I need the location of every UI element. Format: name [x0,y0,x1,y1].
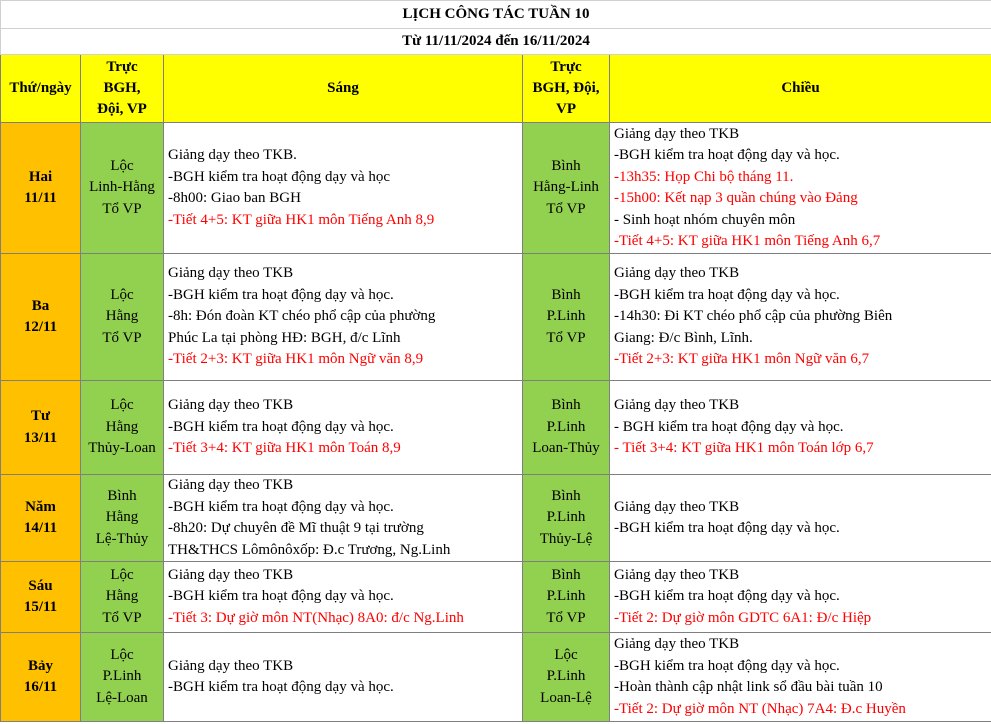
duty-afternoon-cell [523,123,610,254]
task-line: - Sinh hoạt nhóm chuyên môn [614,211,796,228]
task-line: -BGH kiểm tra hoạt động dạy và học. [168,418,394,435]
task-line: -Tiết 4+5: KT giữa HK1 môn Tiếng Anh 6,7 [614,233,881,249]
duty-name: Lộc [110,646,134,663]
duty-name: P.Linh [546,418,586,435]
header-line: BGH, Đội, [532,80,600,96]
day-name: Năm [25,498,56,515]
day-name: Tư [30,408,50,424]
table-row [1,633,991,722]
task-line: Giảng dạy theo TKB [168,657,294,674]
task-line: -BGH kiểm tra hoạt động dạy và học. [614,286,840,303]
task-line: -Tiết 4+5: KT giữa HK1 môn Tiếng Anh 8,9 [168,211,435,228]
duty-name: Lệ-Loan [96,689,148,706]
task-line: -Tiết 2: Dự giờ môn GDTC 6A1: Đ/c Hiệp [614,609,872,626]
task-line: -BGH kiểm tra hoạt động dạy và học. [614,657,840,674]
task-line: -BGH kiểm tra hoạt động dạy và học [168,168,391,185]
duty-name: P.Linh [546,509,586,526]
duty-name: Hằng [105,418,139,435]
duty-name: Lệ-Thủy [95,530,149,547]
task-line: Giảng dạy theo TKB [614,498,740,515]
duty-name: Bình [551,487,581,504]
morning-cell [164,381,523,475]
task-line: -14h30: Đi KT chéo phổ cập của phường Biên [614,308,893,325]
header-duty-morning [81,55,164,123]
table-row [1,254,991,381]
day-date: 11/11 [24,190,57,206]
header-line: VP [556,101,576,117]
day-date: 12/11 [23,319,58,335]
task-line: Giảng dạy theo TKB [168,566,294,583]
day-name: Hai [28,168,53,185]
duty-morning-cell [81,123,164,254]
day-date: 13/11 [23,429,58,446]
table-row [1,123,991,254]
duty-name: Hằng [105,308,139,325]
task-line: -BGH kiểm tra hoạt động dạy và học. [168,286,394,303]
header-duty-afternoon [523,55,610,123]
header-afternoon: Chiều [610,55,991,123]
task-line: Giảng dạy theo TKB [614,566,740,583]
duty-morning-cell [81,562,164,633]
task-line: -BGH kiểm tra hoạt động dạy và học. [614,147,840,163]
duty-afternoon-cell [523,633,610,722]
duty-name: Lộc [110,397,134,414]
duty-name: Thủy-Lệ [539,530,593,547]
duty-name: Tổ VP [102,609,142,626]
header-line: BGH, [103,80,141,96]
duty-name: Lộc [110,286,134,303]
duty-name: Thủy-Loan [88,440,156,457]
duty-name: Tổ VP [546,609,586,626]
task-line: Giảng dạy theo TKB [168,397,294,414]
duty-morning-cell [81,381,164,475]
task-line: -8h20: Dự chuyên đề Mĩ thuật 9 tại trường [168,520,424,536]
task-line: - BGH kiểm tra hoạt động dạy và học. [614,418,844,435]
duty-name: Bình [551,566,581,583]
afternoon-cell [610,123,991,254]
task-line: -8h: Đón đoàn KT chéo phổ cập của phường [168,308,436,325]
task-line: Giảng dạy theo TKB [614,125,740,142]
day-name: Bảy [27,657,53,674]
duty-afternoon-cell [523,475,610,562]
task-line: -BGH kiểm tra hoạt động dạy và học. [614,588,840,605]
afternoon-cell [610,562,991,633]
task-line: TH&THCS Lômônôxốp: Đ.c Trương, Ng.Linh [168,541,451,558]
day-date: 15/11 [23,599,58,615]
header-line: Đội, VP [97,101,147,117]
duty-afternoon-cell [523,381,610,475]
task-line: -BGH kiểm tra hoạt động dạy và học. [168,498,394,515]
duty-name: Bình [551,397,581,414]
morning-cell [164,633,523,722]
duty-morning-cell [81,254,164,381]
duty-name: Loan-Lệ [540,689,592,706]
duty-name: Bình [107,487,137,504]
duty-name: Tổ VP [102,200,142,217]
duty-name: Lộc [110,566,134,583]
duty-name: Tổ VP [102,329,142,346]
table-row [1,562,991,633]
duty-name: Hằng [105,588,139,605]
morning-cell [164,123,523,254]
duty-name: Linh-Hằng [89,179,155,196]
day-name: Sáu [28,577,53,594]
duty-name: Tổ VP [546,200,586,217]
day-cell [1,123,81,254]
duty-morning-cell [81,475,164,562]
day-date: 14/11 [23,520,58,536]
day-cell [1,633,81,722]
morning-cell [164,254,523,381]
duty-afternoon-cell [523,562,610,633]
task-line: Phúc La tại phòng HĐ: BGH, đ/c Lĩnh [168,329,401,346]
task-line: - Tiết 3+4: KT giữa HK1 môn Toán lớp 6,7 [614,440,874,457]
task-line: -Tiết 3: Dự giờ môn NT(Nhạc) 8A0: đ/c Ng.Linh [168,609,464,626]
day-cell [1,475,81,562]
date-range: Từ 11/11/2024 đến 16/11/2024 [1,29,991,55]
task-line: -Tiết 3+4: KT giữa HK1 môn Toán 8,9 [168,440,401,457]
afternoon-cell [610,381,991,475]
day-cell [1,562,81,633]
table-row [1,475,991,562]
task-line: Giảng dạy theo TKB [614,397,740,414]
morning-cell [164,475,523,562]
task-line: -8h00: Giao ban BGH [168,190,301,206]
day-cell [1,381,81,475]
task-line: -Tiết 2: Dự giờ môn NT (Nhạc) 7A4: Đ.c Huyền [614,700,906,717]
page-title: LỊCH CÔNG TÁC TUẦN 10 [1,1,991,29]
task-line: Giảng dạy theo TKB [614,265,740,282]
day-date: 16/11 [23,679,58,695]
duty-name: Bình [551,286,581,303]
task-line: -BGH kiểm tra hoạt động dạy và học. [168,588,394,605]
task-line: -Tiết 2+3: KT giữa HK1 môn Ngữ văn 8,9 [168,351,424,368]
task-line: Giang: Đ/c Bình, Lĩnh. [614,329,753,346]
duty-name: Hằng-Linh [533,179,599,196]
day-name: Ba [31,297,50,314]
afternoon-cell [610,633,991,722]
duty-name: Tổ VP [546,329,586,346]
duty-name: Bình [551,157,581,174]
morning-cell [164,562,523,633]
header-line: Trực [550,59,582,75]
task-line: -BGH kiểm tra hoạt động dạy và học. [614,520,840,536]
task-line: -15h00: Kết nạp 3 quần chúng vào Đảng [614,190,858,206]
duty-name: P.Linh [546,668,586,685]
table-row [1,381,991,475]
afternoon-cell [610,254,991,381]
header-line: Trực [106,59,138,75]
task-line: Giảng dạy theo TKB [614,636,740,652]
duty-name: Hằng [105,509,139,526]
task-line: -13h35: Họp Chi bộ tháng 11. [614,168,794,185]
task-line: Giảng dạy theo TKB [168,477,294,493]
duty-afternoon-cell [523,254,610,381]
task-line: Giảng dạy theo TKB. [168,147,297,163]
duty-name: P.Linh [546,308,586,325]
task-line: -BGH kiểm tra hoạt động dạy và học. [168,679,394,695]
duty-morning-cell [81,633,164,722]
day-cell [1,254,81,381]
duty-name: Loan-Thủy [532,440,600,457]
header-morning: Sáng [164,55,523,123]
duty-name: P.Linh [546,588,586,605]
header-day: Thứ/ngày [1,55,81,123]
task-line: -Tiết 2+3: KT giữa HK1 môn Ngữ văn 6,7 [614,351,870,368]
duty-name: Lộc [110,157,134,174]
duty-name: Lộc [554,646,578,663]
afternoon-cell [610,475,991,562]
task-line: Giảng dạy theo TKB [168,265,294,282]
duty-name: P.Linh [102,668,142,685]
task-line: -Hoàn thành cập nhật link sổ đầu bài tuần 10 [614,679,883,695]
